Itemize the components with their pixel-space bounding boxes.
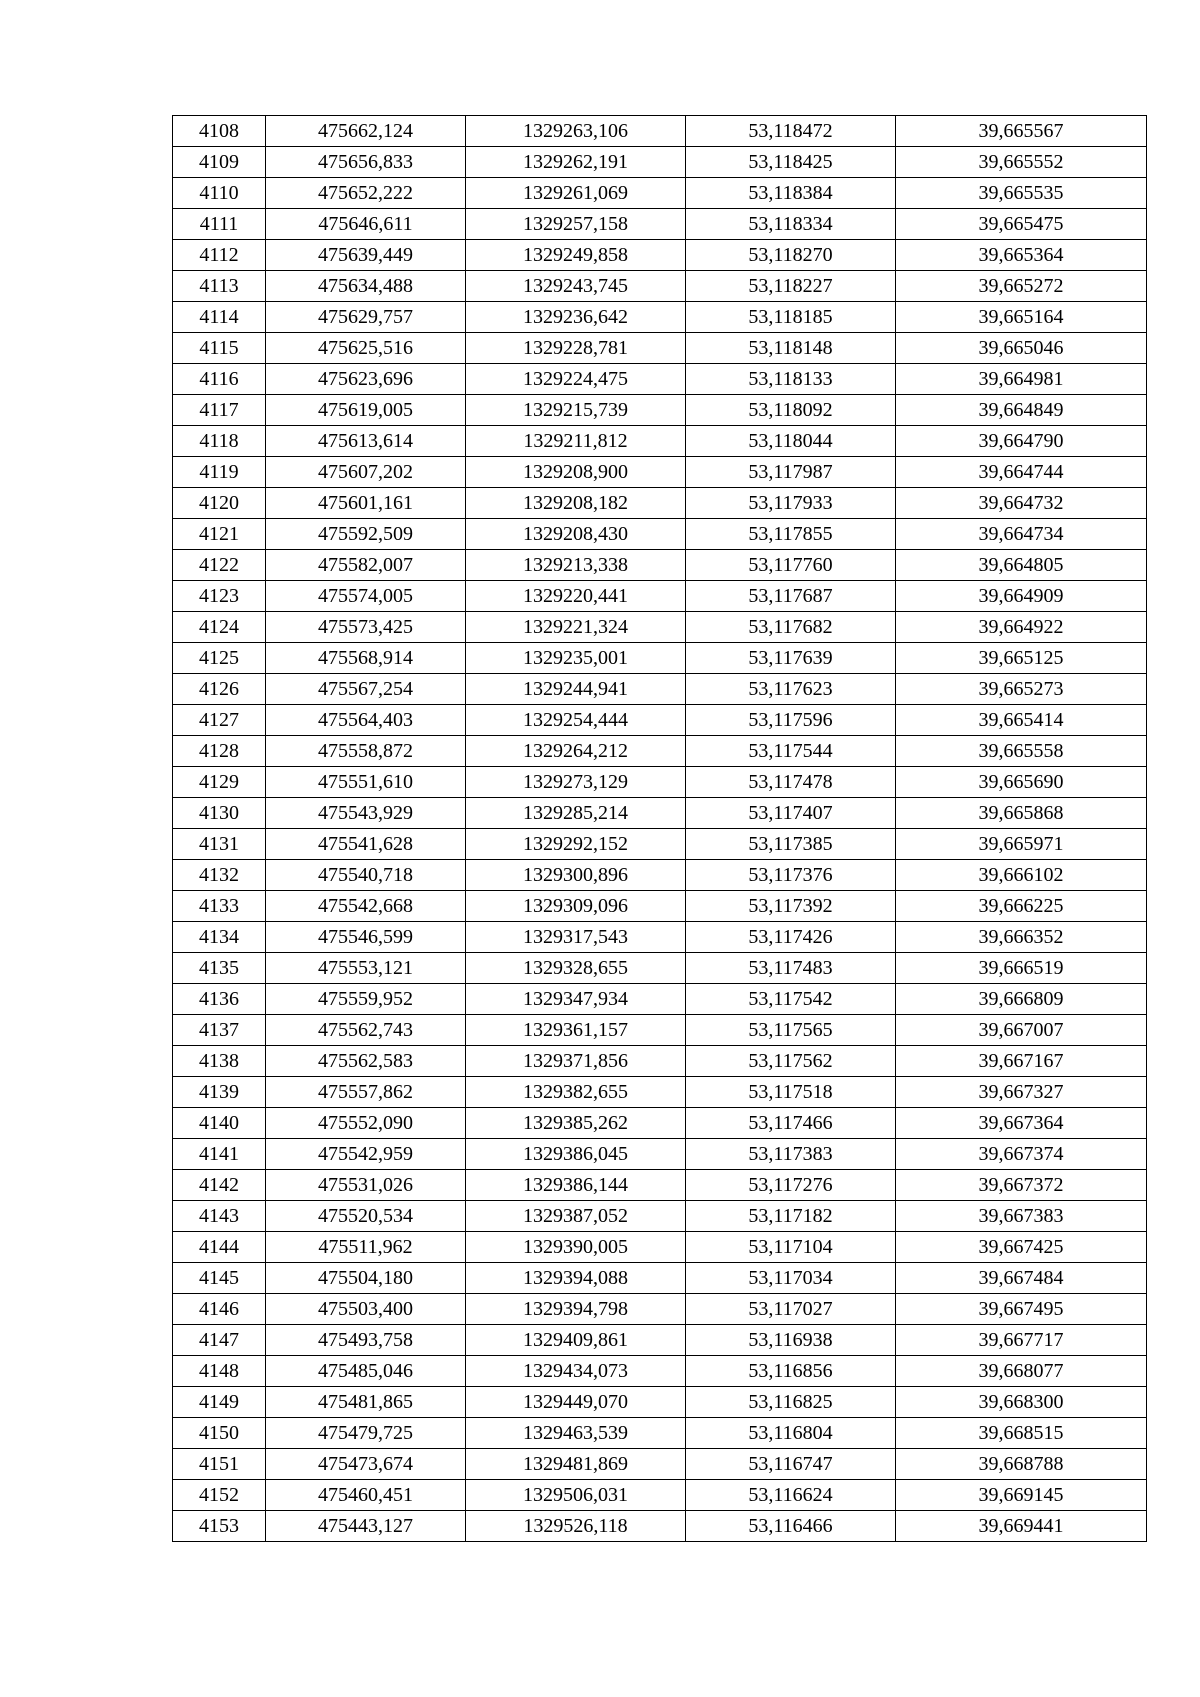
x-coordinate-cell: 475552,090: [266, 1108, 466, 1139]
latitude-cell: 53,117933: [686, 488, 896, 519]
table-row: [173, 1294, 1147, 1325]
point-number-cell: 4112: [173, 240, 266, 271]
latitude-cell: 53,116856: [686, 1356, 896, 1387]
x-coordinate-cell: 475582,007: [266, 550, 466, 581]
point-number-cell: 4123: [173, 581, 266, 612]
point-number-cell: 4125: [173, 643, 266, 674]
table-row: [173, 953, 1147, 984]
x-coordinate-cell: 475652,222: [266, 178, 466, 209]
point-number-cell: 4121: [173, 519, 266, 550]
latitude-cell: 53,117034: [686, 1263, 896, 1294]
longitude-cell: 39,665273: [896, 674, 1147, 705]
x-coordinate-cell: 475656,833: [266, 147, 466, 178]
y-coordinate-cell: 1329506,031: [466, 1480, 686, 1511]
x-coordinate-cell: 475574,005: [266, 581, 466, 612]
table-row: [173, 1108, 1147, 1139]
point-number-cell: 4139: [173, 1077, 266, 1108]
table-row: [173, 767, 1147, 798]
point-number-cell: 4144: [173, 1232, 266, 1263]
point-number-cell: 4134: [173, 922, 266, 953]
latitude-cell: 53,118044: [686, 426, 896, 457]
y-coordinate-cell: 1329387,052: [466, 1201, 686, 1232]
longitude-cell: 39,664922: [896, 612, 1147, 643]
latitude-cell: 53,117376: [686, 860, 896, 891]
longitude-cell: 39,667327: [896, 1077, 1147, 1108]
point-number-cell: 4129: [173, 767, 266, 798]
y-coordinate-cell: 1329409,861: [466, 1325, 686, 1356]
y-coordinate-cell: 1329249,858: [466, 240, 686, 271]
table-row: [173, 736, 1147, 767]
y-coordinate-cell: 1329243,745: [466, 271, 686, 302]
longitude-cell: 39,667717: [896, 1325, 1147, 1356]
latitude-cell: 53,118092: [686, 395, 896, 426]
x-coordinate-cell: 475558,872: [266, 736, 466, 767]
point-number-cell: 4110: [173, 178, 266, 209]
y-coordinate-cell: 1329257,158: [466, 209, 686, 240]
longitude-cell: 39,665475: [896, 209, 1147, 240]
y-coordinate-cell: 1329208,182: [466, 488, 686, 519]
y-coordinate-cell: 1329254,444: [466, 705, 686, 736]
latitude-cell: 53,118227: [686, 271, 896, 302]
point-number-cell: 4146: [173, 1294, 266, 1325]
y-coordinate-cell: 1329463,539: [466, 1418, 686, 1449]
x-coordinate-cell: 475567,254: [266, 674, 466, 705]
point-number-cell: 4117: [173, 395, 266, 426]
longitude-cell: 39,665125: [896, 643, 1147, 674]
latitude-cell: 53,116825: [686, 1387, 896, 1418]
x-coordinate-cell: 475479,725: [266, 1418, 466, 1449]
point-number-cell: 4151: [173, 1449, 266, 1480]
table-row: [173, 1139, 1147, 1170]
x-coordinate-cell: 475592,509: [266, 519, 466, 550]
y-coordinate-cell: 1329292,152: [466, 829, 686, 860]
x-coordinate-cell: 475625,516: [266, 333, 466, 364]
longitude-cell: 39,665567: [896, 116, 1147, 147]
table-row: [173, 860, 1147, 891]
x-coordinate-cell: 475619,005: [266, 395, 466, 426]
table-row: [173, 1325, 1147, 1356]
y-coordinate-cell: 1329317,543: [466, 922, 686, 953]
longitude-cell: 39,665868: [896, 798, 1147, 829]
longitude-cell: 39,666352: [896, 922, 1147, 953]
longitude-cell: 39,665690: [896, 767, 1147, 798]
table-row: [173, 302, 1147, 333]
y-coordinate-cell: 1329386,144: [466, 1170, 686, 1201]
table-row: [173, 1356, 1147, 1387]
x-coordinate-cell: 475573,425: [266, 612, 466, 643]
latitude-cell: 53,117623: [686, 674, 896, 705]
table-row: [173, 1418, 1147, 1449]
longitude-cell: 39,664849: [896, 395, 1147, 426]
longitude-cell: 39,664981: [896, 364, 1147, 395]
longitude-cell: 39,667364: [896, 1108, 1147, 1139]
x-coordinate-cell: 475542,668: [266, 891, 466, 922]
latitude-cell: 53,117426: [686, 922, 896, 953]
point-number-cell: 4141: [173, 1139, 266, 1170]
y-coordinate-cell: 1329386,045: [466, 1139, 686, 1170]
point-number-cell: 4132: [173, 860, 266, 891]
table-row: [173, 1480, 1147, 1511]
table-row: [173, 705, 1147, 736]
longitude-cell: 39,669441: [896, 1511, 1147, 1542]
x-coordinate-cell: 475543,929: [266, 798, 466, 829]
x-coordinate-cell: 475531,026: [266, 1170, 466, 1201]
point-number-cell: 4150: [173, 1418, 266, 1449]
x-coordinate-cell: 475623,696: [266, 364, 466, 395]
latitude-cell: 53,117542: [686, 984, 896, 1015]
longitude-cell: 39,665414: [896, 705, 1147, 736]
point-number-cell: 4120: [173, 488, 266, 519]
table-row: [173, 1170, 1147, 1201]
point-number-cell: 4118: [173, 426, 266, 457]
point-number-cell: 4148: [173, 1356, 266, 1387]
y-coordinate-cell: 1329526,118: [466, 1511, 686, 1542]
latitude-cell: 53,117987: [686, 457, 896, 488]
longitude-cell: 39,668300: [896, 1387, 1147, 1418]
longitude-cell: 39,666809: [896, 984, 1147, 1015]
y-coordinate-cell: 1329390,005: [466, 1232, 686, 1263]
point-number-cell: 4145: [173, 1263, 266, 1294]
x-coordinate-cell: 475504,180: [266, 1263, 466, 1294]
latitude-cell: 53,116624: [686, 1480, 896, 1511]
x-coordinate-cell: 475542,959: [266, 1139, 466, 1170]
point-number-cell: 4143: [173, 1201, 266, 1232]
latitude-cell: 53,117383: [686, 1139, 896, 1170]
table-row: [173, 333, 1147, 364]
x-coordinate-cell: 475540,718: [266, 860, 466, 891]
table-row: [173, 457, 1147, 488]
point-number-cell: 4153: [173, 1511, 266, 1542]
longitude-cell: 39,668515: [896, 1418, 1147, 1449]
longitude-cell: 39,666519: [896, 953, 1147, 984]
latitude-cell: 53,117544: [686, 736, 896, 767]
y-coordinate-cell: 1329262,191: [466, 147, 686, 178]
latitude-cell: 53,117639: [686, 643, 896, 674]
latitude-cell: 53,116938: [686, 1325, 896, 1356]
longitude-cell: 39,664790: [896, 426, 1147, 457]
point-number-cell: 4130: [173, 798, 266, 829]
y-coordinate-cell: 1329385,262: [466, 1108, 686, 1139]
x-coordinate-cell: 475443,127: [266, 1511, 466, 1542]
longitude-cell: 39,665535: [896, 178, 1147, 209]
latitude-cell: 53,117562: [686, 1046, 896, 1077]
y-coordinate-cell: 1329371,856: [466, 1046, 686, 1077]
x-coordinate-cell: 475460,451: [266, 1480, 466, 1511]
latitude-cell: 53,118384: [686, 178, 896, 209]
latitude-cell: 53,117855: [686, 519, 896, 550]
point-number-cell: 4128: [173, 736, 266, 767]
point-number-cell: 4119: [173, 457, 266, 488]
table-row: [173, 519, 1147, 550]
x-coordinate-cell: 475662,124: [266, 116, 466, 147]
y-coordinate-cell: 1329394,088: [466, 1263, 686, 1294]
point-number-cell: 4124: [173, 612, 266, 643]
latitude-cell: 53,118133: [686, 364, 896, 395]
x-coordinate-cell: 475546,599: [266, 922, 466, 953]
table-row: [173, 1077, 1147, 1108]
table-row: [173, 240, 1147, 271]
latitude-cell: 53,117682: [686, 612, 896, 643]
longitude-cell: 39,664734: [896, 519, 1147, 550]
latitude-cell: 53,118425: [686, 147, 896, 178]
latitude-cell: 53,117182: [686, 1201, 896, 1232]
x-coordinate-cell: 475639,449: [266, 240, 466, 271]
latitude-cell: 53,117596: [686, 705, 896, 736]
y-coordinate-cell: 1329263,106: [466, 116, 686, 147]
latitude-cell: 53,117483: [686, 953, 896, 984]
x-coordinate-cell: 475613,614: [266, 426, 466, 457]
latitude-cell: 53,116804: [686, 1418, 896, 1449]
latitude-cell: 53,117104: [686, 1232, 896, 1263]
point-number-cell: 4108: [173, 116, 266, 147]
point-number-cell: 4131: [173, 829, 266, 860]
longitude-cell: 39,664744: [896, 457, 1147, 488]
latitude-cell: 53,117466: [686, 1108, 896, 1139]
table-row: [173, 581, 1147, 612]
point-number-cell: 4126: [173, 674, 266, 705]
longitude-cell: 39,665558: [896, 736, 1147, 767]
table-row: [173, 1015, 1147, 1046]
point-number-cell: 4111: [173, 209, 266, 240]
table-row: [173, 1511, 1147, 1542]
point-number-cell: 4147: [173, 1325, 266, 1356]
y-coordinate-cell: 1329394,798: [466, 1294, 686, 1325]
coordinates-table: [172, 115, 1147, 1542]
point-number-cell: 4133: [173, 891, 266, 922]
x-coordinate-cell: 475511,962: [266, 1232, 466, 1263]
y-coordinate-cell: 1329328,655: [466, 953, 686, 984]
y-coordinate-cell: 1329264,212: [466, 736, 686, 767]
y-coordinate-cell: 1329273,129: [466, 767, 686, 798]
latitude-cell: 53,117027: [686, 1294, 896, 1325]
y-coordinate-cell: 1329220,441: [466, 581, 686, 612]
latitude-cell: 53,117760: [686, 550, 896, 581]
table-row: [173, 178, 1147, 209]
latitude-cell: 53,118185: [686, 302, 896, 333]
point-number-cell: 4122: [173, 550, 266, 581]
table-row: [173, 1046, 1147, 1077]
x-coordinate-cell: 475562,583: [266, 1046, 466, 1077]
table-row: [173, 829, 1147, 860]
y-coordinate-cell: 1329224,475: [466, 364, 686, 395]
longitude-cell: 39,665164: [896, 302, 1147, 333]
longitude-cell: 39,664732: [896, 488, 1147, 519]
table-row: [173, 271, 1147, 302]
y-coordinate-cell: 1329434,073: [466, 1356, 686, 1387]
y-coordinate-cell: 1329221,324: [466, 612, 686, 643]
point-number-cell: 4137: [173, 1015, 266, 1046]
point-number-cell: 4116: [173, 364, 266, 395]
longitude-cell: 39,667383: [896, 1201, 1147, 1232]
y-coordinate-cell: 1329285,214: [466, 798, 686, 829]
longitude-cell: 39,666102: [896, 860, 1147, 891]
y-coordinate-cell: 1329300,896: [466, 860, 686, 891]
coordinates-table-body: [173, 116, 1147, 1542]
longitude-cell: 39,665272: [896, 271, 1147, 302]
longitude-cell: 39,666225: [896, 891, 1147, 922]
table-row: [173, 891, 1147, 922]
table-row: [173, 922, 1147, 953]
longitude-cell: 39,665046: [896, 333, 1147, 364]
latitude-cell: 53,117518: [686, 1077, 896, 1108]
y-coordinate-cell: 1329235,001: [466, 643, 686, 674]
latitude-cell: 53,118148: [686, 333, 896, 364]
point-number-cell: 4135: [173, 953, 266, 984]
x-coordinate-cell: 475562,743: [266, 1015, 466, 1046]
table-row: [173, 798, 1147, 829]
point-number-cell: 4149: [173, 1387, 266, 1418]
latitude-cell: 53,118472: [686, 116, 896, 147]
table-row: [173, 395, 1147, 426]
point-number-cell: 4114: [173, 302, 266, 333]
x-coordinate-cell: 475564,403: [266, 705, 466, 736]
table-row: [173, 550, 1147, 581]
latitude-cell: 53,117478: [686, 767, 896, 798]
y-coordinate-cell: 1329382,655: [466, 1077, 686, 1108]
table-row: [173, 1201, 1147, 1232]
table-row: [173, 488, 1147, 519]
point-number-cell: 4115: [173, 333, 266, 364]
latitude-cell: 53,117385: [686, 829, 896, 860]
x-coordinate-cell: 475503,400: [266, 1294, 466, 1325]
latitude-cell: 53,117276: [686, 1170, 896, 1201]
x-coordinate-cell: 475473,674: [266, 1449, 466, 1480]
y-coordinate-cell: 1329236,642: [466, 302, 686, 333]
point-number-cell: 4127: [173, 705, 266, 736]
longitude-cell: 39,665364: [896, 240, 1147, 271]
x-coordinate-cell: 475607,202: [266, 457, 466, 488]
x-coordinate-cell: 475551,610: [266, 767, 466, 798]
longitude-cell: 39,667372: [896, 1170, 1147, 1201]
longitude-cell: 39,669145: [896, 1480, 1147, 1511]
point-number-cell: 4152: [173, 1480, 266, 1511]
point-number-cell: 4109: [173, 147, 266, 178]
table-row: [173, 209, 1147, 240]
longitude-cell: 39,667167: [896, 1046, 1147, 1077]
y-coordinate-cell: 1329208,430: [466, 519, 686, 550]
longitude-cell: 39,667007: [896, 1015, 1147, 1046]
table-row: [173, 1263, 1147, 1294]
point-number-cell: 4113: [173, 271, 266, 302]
latitude-cell: 53,116747: [686, 1449, 896, 1480]
x-coordinate-cell: 475559,952: [266, 984, 466, 1015]
y-coordinate-cell: 1329215,739: [466, 395, 686, 426]
table-row: [173, 426, 1147, 457]
y-coordinate-cell: 1329449,070: [466, 1387, 686, 1418]
longitude-cell: 39,665971: [896, 829, 1147, 860]
longitude-cell: 39,667425: [896, 1232, 1147, 1263]
x-coordinate-cell: 475493,758: [266, 1325, 466, 1356]
x-coordinate-cell: 475601,161: [266, 488, 466, 519]
point-number-cell: 4138: [173, 1046, 266, 1077]
y-coordinate-cell: 1329211,812: [466, 426, 686, 457]
table-row: [173, 1232, 1147, 1263]
table-row: [173, 147, 1147, 178]
table-row: [173, 612, 1147, 643]
table-row: [173, 674, 1147, 705]
point-number-cell: 4136: [173, 984, 266, 1015]
latitude-cell: 53,118270: [686, 240, 896, 271]
longitude-cell: 39,667374: [896, 1139, 1147, 1170]
x-coordinate-cell: 475481,865: [266, 1387, 466, 1418]
y-coordinate-cell: 1329347,934: [466, 984, 686, 1015]
latitude-cell: 53,117565: [686, 1015, 896, 1046]
y-coordinate-cell: 1329481,869: [466, 1449, 686, 1480]
longitude-cell: 39,665552: [896, 147, 1147, 178]
y-coordinate-cell: 1329228,781: [466, 333, 686, 364]
point-number-cell: 4142: [173, 1170, 266, 1201]
longitude-cell: 39,667495: [896, 1294, 1147, 1325]
table-row: [173, 1449, 1147, 1480]
latitude-cell: 53,117407: [686, 798, 896, 829]
x-coordinate-cell: 475557,862: [266, 1077, 466, 1108]
table-row: [173, 364, 1147, 395]
longitude-cell: 39,664805: [896, 550, 1147, 581]
table-row: [173, 116, 1147, 147]
table-row: [173, 984, 1147, 1015]
table-row: [173, 643, 1147, 674]
y-coordinate-cell: 1329361,157: [466, 1015, 686, 1046]
latitude-cell: 53,117392: [686, 891, 896, 922]
y-coordinate-cell: 1329309,096: [466, 891, 686, 922]
x-coordinate-cell: 475520,534: [266, 1201, 466, 1232]
x-coordinate-cell: 475568,914: [266, 643, 466, 674]
latitude-cell: 53,117687: [686, 581, 896, 612]
y-coordinate-cell: 1329244,941: [466, 674, 686, 705]
y-coordinate-cell: 1329208,900: [466, 457, 686, 488]
table-row: [173, 1387, 1147, 1418]
longitude-cell: 39,668788: [896, 1449, 1147, 1480]
x-coordinate-cell: 475634,488: [266, 271, 466, 302]
longitude-cell: 39,664909: [896, 581, 1147, 612]
x-coordinate-cell: 475553,121: [266, 953, 466, 984]
y-coordinate-cell: 1329213,338: [466, 550, 686, 581]
x-coordinate-cell: 475629,757: [266, 302, 466, 333]
x-coordinate-cell: 475485,046: [266, 1356, 466, 1387]
latitude-cell: 53,116466: [686, 1511, 896, 1542]
x-coordinate-cell: 475541,628: [266, 829, 466, 860]
y-coordinate-cell: 1329261,069: [466, 178, 686, 209]
longitude-cell: 39,668077: [896, 1356, 1147, 1387]
x-coordinate-cell: 475646,611: [266, 209, 466, 240]
longitude-cell: 39,667484: [896, 1263, 1147, 1294]
point-number-cell: 4140: [173, 1108, 266, 1139]
latitude-cell: 53,118334: [686, 209, 896, 240]
